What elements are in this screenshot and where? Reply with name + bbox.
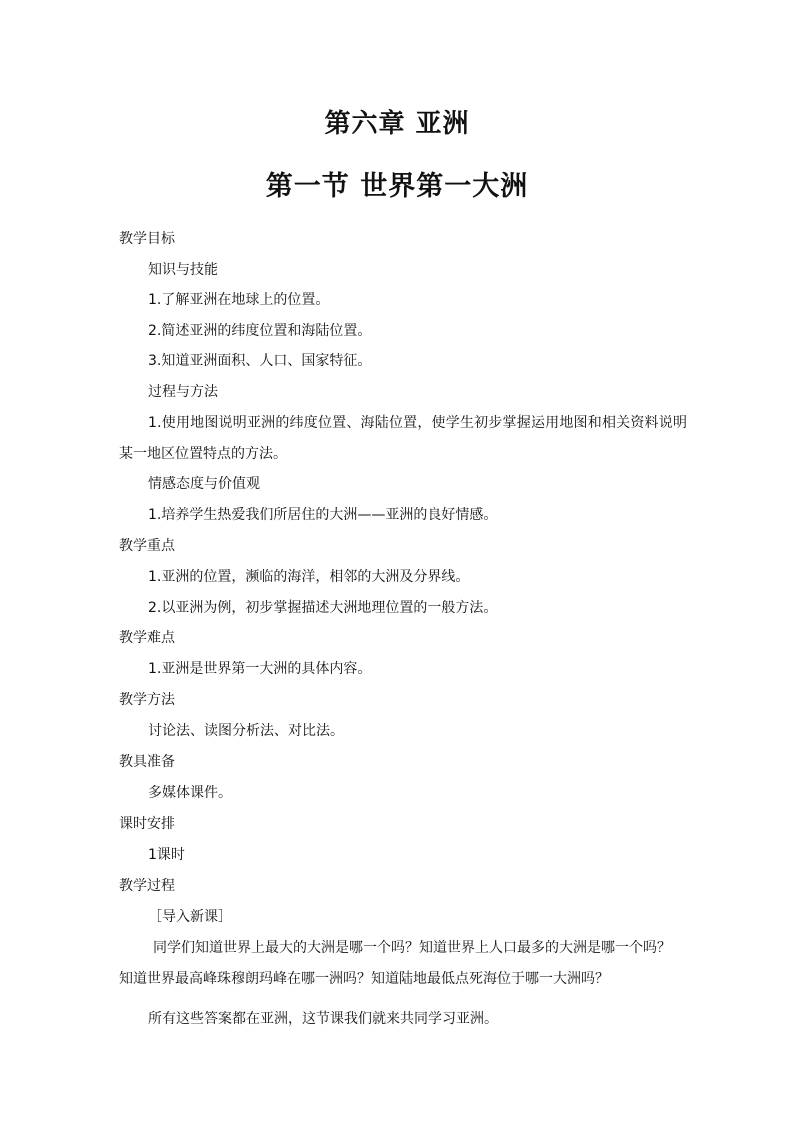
intro-paragraph-line2: 知道世界最高峰珠穆朗玛峰在哪一洲吗？知道陆地最低点死海位于哪一大洲吗？	[119, 971, 609, 987]
intro-paragraph-line1: 同学们知道世界上最大的大洲是哪一个吗？知道世界上人口最多的大洲是哪一个吗？	[153, 940, 671, 956]
knowledge-item-1: 1.了解亚洲在地球上的位置。	[148, 292, 330, 308]
difficulty-item: 1.亚洲是世界第一大洲的具体内容。	[148, 661, 372, 677]
key-point-item-2: 2.以亚洲为例，初步掌握描述大洲地理位置的一般方法。	[148, 600, 498, 616]
knowledge-item-3: 3.知道亚洲面积、人口、国家特征。	[148, 353, 372, 369]
key-point-item-1: 1.亚洲的位置，濒临的海洋，相邻的大洲及分界线。	[148, 569, 470, 585]
chapter-title: 第六章 亚洲	[324, 109, 470, 139]
schedule-heading: 课时安排	[119, 816, 175, 832]
knowledge-heading: 知识与技能	[148, 262, 218, 278]
difficulties-heading: 教学难点	[119, 630, 175, 646]
emotion-heading: 情感态度与价值观	[148, 476, 260, 492]
intro-paragraph-2: 所有这些答案都在亚洲，这节课我们就来共同学习亚洲。	[148, 1011, 498, 1027]
knowledge-item-2: 2.简述亚洲的纬度位置和海陆位置。	[148, 323, 372, 339]
tools-heading: 教具准备	[119, 754, 175, 770]
methods-heading: 教学方法	[119, 692, 175, 708]
process-method-heading: 过程与方法	[148, 384, 218, 400]
tools-text: 多媒体课件。	[148, 785, 232, 801]
methods-text: 讨论法、读图分析法、对比法。	[148, 723, 344, 739]
process-method-item-line1: 1.使用地图说明亚洲的纬度位置、海陆位置，使学生初步掌握运用地图和相关资料说明	[148, 415, 688, 431]
schedule-text: 1课时	[148, 847, 185, 863]
key-points-heading: 教学重点	[119, 538, 175, 554]
section-title: 第一节 世界第一大洲	[265, 171, 529, 202]
process-method-item-line2: 某一地区位置特点的方法。	[119, 446, 287, 462]
objectives-heading: 教学目标	[119, 231, 175, 247]
process-heading: 教学过程	[119, 878, 175, 894]
intro-label: ［导入新课］	[148, 909, 232, 925]
emotion-item: 1.培养学生热爱我们所居住的大洲——亚洲的良好情感。	[148, 507, 498, 523]
